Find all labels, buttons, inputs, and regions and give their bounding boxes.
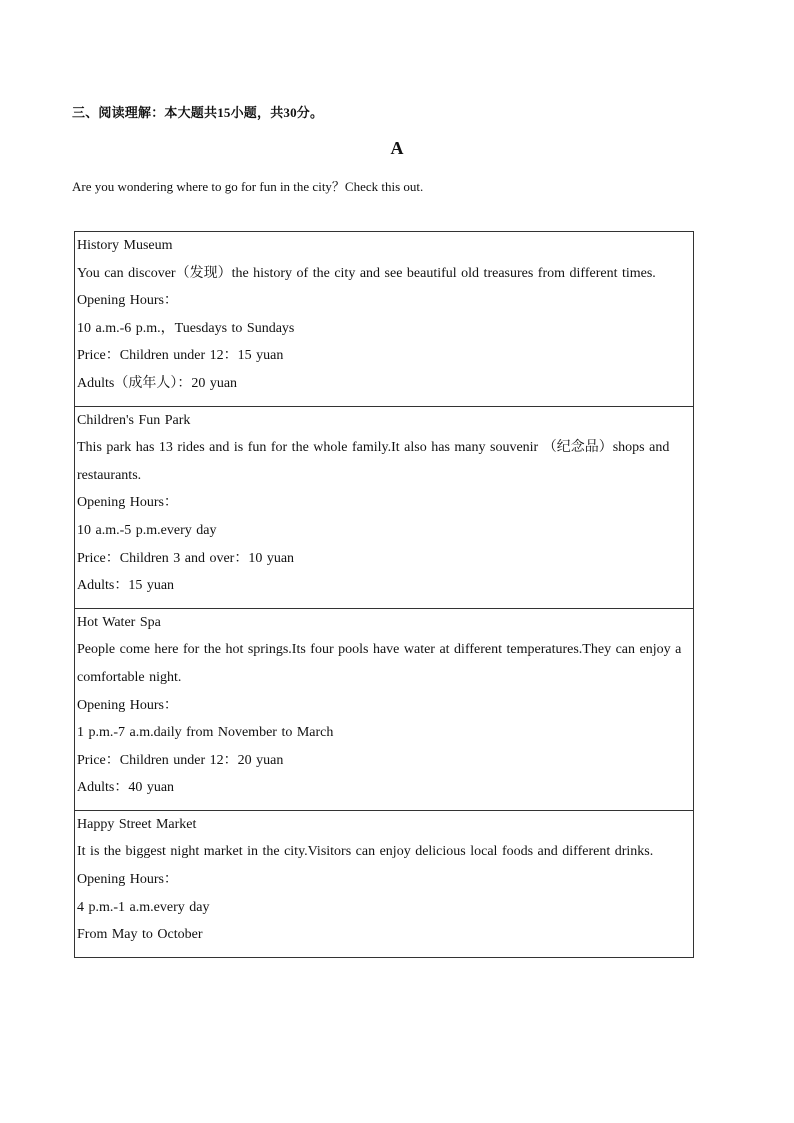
attraction-name: Children's Fun Park (77, 412, 191, 428)
opening-hours: 10 a.m.-5 p.m.every day (77, 522, 217, 538)
table-row (75, 608, 694, 810)
table-row (75, 232, 694, 407)
attraction-cell-childrens-fun-park (75, 406, 694, 608)
attraction-name: Happy Street Market (77, 816, 197, 832)
attraction-description: You can discover（发现）the history of the city and see beautiful old treasures from different times. (77, 265, 656, 281)
price-adults: Adults（成年人）：20 yuan (77, 375, 238, 391)
opening-hours-label: Opening Hours： (77, 293, 178, 309)
opening-hours: 1 p.m.-7 a.m.daily from November to March (77, 725, 334, 741)
price-adults: Adults：40 yuan (77, 780, 175, 796)
price-adults: Adults：15 yuan (77, 578, 175, 594)
price-children: Price：Children under 12：15 yuan (77, 348, 284, 364)
opening-hours-label: Opening Hours： (77, 495, 178, 511)
attractions-table (74, 231, 694, 958)
opening-hours: 4 p.m.-1 a.m.every day (77, 899, 210, 915)
price-children: Price：Children 3 and over：10 yuan (77, 550, 295, 566)
table-row (75, 406, 694, 608)
attraction-cell-history-museum (75, 232, 694, 407)
attraction-cell-happy-street-market (75, 810, 694, 957)
opening-hours-label: Opening Hours： (77, 697, 178, 713)
passage-letter: A (390, 138, 404, 158)
attraction-cell-hot-water-spa (75, 608, 694, 810)
attraction-description: People come here for the hot springs.Its four pools have water at different temperatures.They can enjoy a comfortable night. (77, 642, 682, 685)
table-row (75, 810, 694, 957)
intro-text: Are you wondering where to go for fun in the city？Check this out. (72, 179, 424, 194)
attraction-name: History Museum (77, 238, 173, 253)
section-heading: 三、阅读理解：本大题共15小题，共30分。 (72, 105, 324, 120)
opening-hours-label: Opening Hours： (77, 872, 178, 888)
attraction-description: It is the biggest night market in the city.Visitors can enjoy delicious local foods and different drinks. (77, 844, 654, 860)
opening-hours: 10 a.m.-6 p.m.，Tuesdays to Sundays (77, 320, 295, 336)
attraction-description: This park has 13 rides and is fun for the whole family.It also has many souvenir （纪念品）shops and restaurants. (77, 440, 670, 483)
price-children: Price：Children under 12：20 yuan (77, 752, 284, 768)
attraction-name: Hot Water Spa (77, 614, 161, 630)
season-note: From May to October (77, 927, 203, 943)
